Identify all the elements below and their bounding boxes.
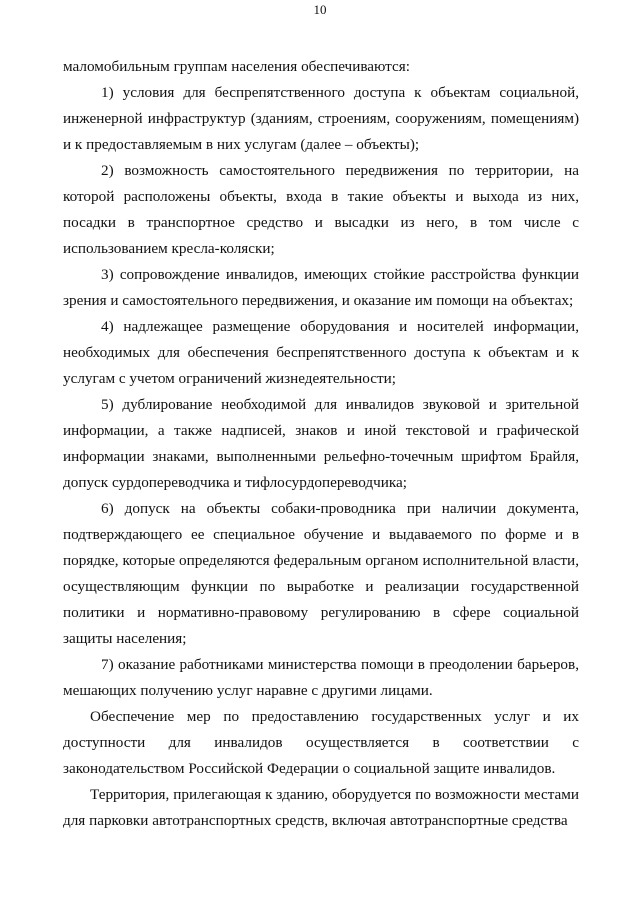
list-item-6: 6) допуск на объекты собаки-проводника при наличии документа, подтверждающего ее специальное обучение и выдаваемого по форме и в порядке, которые определяются федеральным органом исполнительной власти, осуществляющим функции по выработке и реализации государственной политики и нормативно-правовому регулированию в сфере социальной защиты населения; xyxy=(63,500,579,647)
paragraph-territory-parking: Территория, прилегающая к зданию, оборудуется по возможности местами для парковки автотранспортных средств, включая автотранспортные средства xyxy=(63,786,579,829)
paragraph-accessibility-measures: Обеспечение мер по предоставлению государственных услуг и их доступности для инвалидов осуществляется в соответствии с законодательством Российской Федерации о социальной защите инвалидов. xyxy=(63,708,579,777)
list-item-2: 2) возможность самостоятельного передвижения по территории, на которой расположены объекты, входа в такие объекты и выхода из них, посадки в транспортное средство и высадки из него, в том числе с использованием кресла-коляски; xyxy=(63,162,579,257)
page-number: 10 xyxy=(313,2,327,17)
list-item-1: 1) условия для беспрепятственного доступа к объектам социальной, инженерной инфраструктур (зданиям, строениям, сооружениям, помещениям) и к предоставляемым в них услугам (далее – объекты); xyxy=(63,84,579,153)
document-body xyxy=(63,54,579,834)
list-item-5: 5) дублирование необходимой для инвалидов звуковой и зрительной информации, а также надписей, знаков и иной текстовой и графической информации знаками, выполненными рельефно-точечным шрифтом Брайля, допуск сурдопереводчика и тифлосурдопереводчика; xyxy=(63,396,579,491)
list-item-7: 7) оказание работниками министерства помощи в преодолении барьеров, мешающих получению услуг наравне с другими лицами. xyxy=(63,656,579,699)
paragraph-intro: маломобильным группам населения обеспечиваются: xyxy=(63,58,410,75)
list-item-3: 3) сопровождение инвалидов, имеющих стойкие расстройства функции зрения и самостоятельного передвижения, и оказание им помощи на объектах; xyxy=(63,266,579,309)
list-item-4: 4) надлежащее размещение оборудования и носителей информации, необходимых для обеспечения беспрепятственного доступа к объектам и к услугам с учетом ограничений жизнедеятельности; xyxy=(63,318,579,387)
